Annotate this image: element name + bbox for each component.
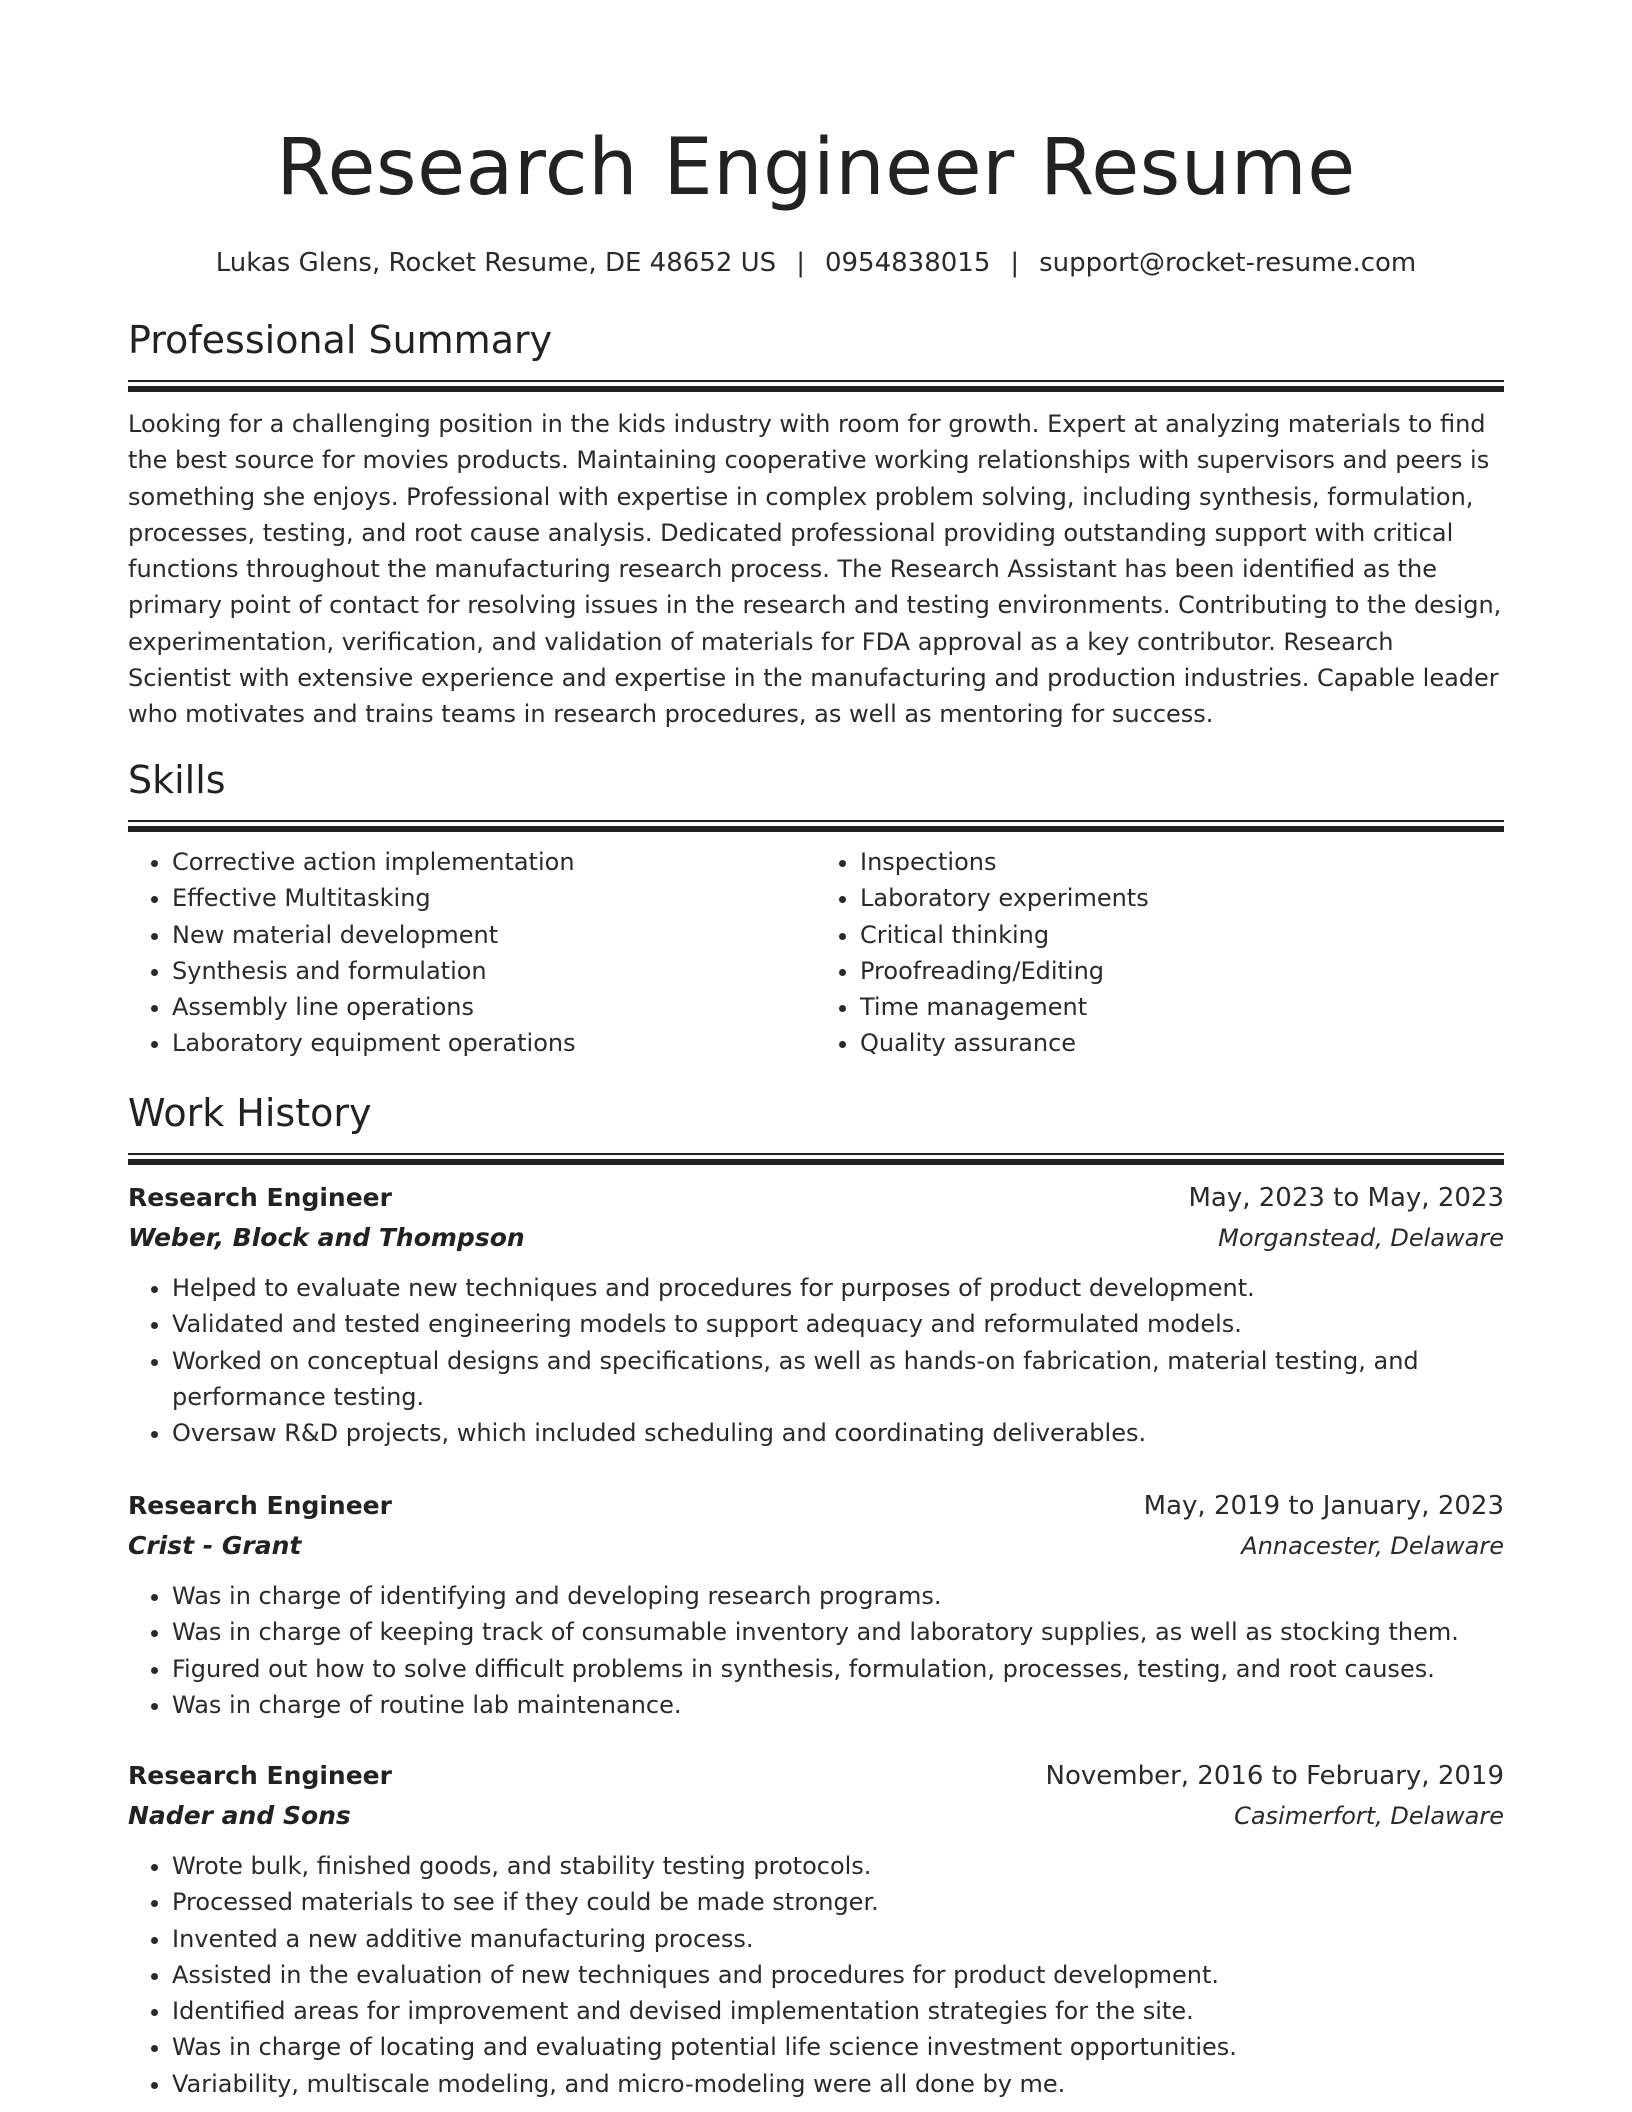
resume-title: Research Engineer Resume bbox=[276, 123, 1356, 213]
job-header bbox=[128, 1486, 1504, 1526]
skill-item: • Inspections bbox=[860, 844, 1504, 880]
skill-item: • Critical thinking bbox=[860, 917, 1504, 953]
skill-item: • Quality assurance bbox=[860, 1025, 1504, 1061]
section-divider bbox=[128, 820, 1504, 822]
resume-page bbox=[128, 0, 1504, 2098]
summary-text: Looking for a challenging position in the kids industry with room for growth. Expert at analyzing materials to find the best source for movies products. Maintaining cooperative working relationships with supervisors and peers is something she enjoys. Professional with expertise in complex problem solving, including synthesis, formulation, processes, testing, and root cause analysis. Dedicated professional providing outstanding support with critical functions throughout the manufacturing research process. The Research Assistant has been identified as the primary point of contact for resolving issues in the research and testing environments. Contributing to the design, experimentation, verification, and validation of materials for FDA approval as a key contributor. Research Scientist with extensive experience and expertise in the manufacturing and production industries. Capable leader who motivates and trains teams in research procedures, as well as mentoring for success. bbox=[128, 410, 1502, 729]
summary-section bbox=[128, 316, 1504, 733]
job-bullet: • Identified areas for improvement and devised implementation strategies for the site. bbox=[172, 1993, 1504, 2029]
skill-item: • Effective Multitasking bbox=[172, 880, 816, 916]
skills-columns bbox=[128, 844, 1504, 1062]
skill-item: • Corrective action implementation bbox=[172, 844, 816, 880]
job-bullet: • Was in charge of identifying and developing research programs. bbox=[172, 1578, 1504, 1614]
job-bullet: • Wrote bulk, finished goods, and stability testing protocols. bbox=[172, 1848, 1504, 1884]
job-bullet: • Invented a new additive manufacturing process. bbox=[172, 1921, 1504, 1957]
job-header bbox=[128, 1178, 1504, 1218]
job-entry bbox=[128, 1178, 1504, 1451]
contact-email: support@rocket-resume.com bbox=[1039, 248, 1417, 278]
contact-separator: | bbox=[1010, 248, 1020, 278]
job-dates: November, 2016 to February, 2019 bbox=[1045, 1761, 1504, 1791]
job-bullets bbox=[128, 1270, 1504, 1451]
job-bullet: • Variability, multiscale modeling, and micro-modeling were all done by me. bbox=[172, 2066, 1504, 2102]
job-subheader bbox=[128, 1218, 1504, 1258]
contact-line bbox=[128, 246, 1504, 280]
contact-phone: 0954838015 bbox=[824, 248, 991, 278]
skill-item: • Laboratory experiments bbox=[860, 880, 1504, 916]
job-bullet: • Figured out how to solve difficult problems in synthesis, formulation, processes, testing, and root causes. bbox=[172, 1651, 1504, 1687]
job-location: Morganstead, Delaware bbox=[1218, 1224, 1504, 1252]
job-dates: May, 2023 to May, 2023 bbox=[1188, 1183, 1504, 1213]
job-bullet: • Was in charge of keeping track of consumable inventory and laboratory supplies, as well as stocking them. bbox=[172, 1614, 1504, 1650]
skill-item: • New material development bbox=[172, 917, 816, 953]
skills-heading: Skills bbox=[128, 758, 226, 802]
job-bullet: • Was in charge of locating and evaluating potential life science investment opportunities. bbox=[172, 2029, 1504, 2065]
job-bullet: • Worked on conceptual designs and specifications, as well as hands-on fabrication, material testing, and performance testing. bbox=[172, 1343, 1504, 1416]
skill-item: • Proofreading/Editing bbox=[860, 953, 1504, 989]
job-location: Annacester, Delaware bbox=[1241, 1532, 1504, 1560]
job-bullet: • Was in charge of routine lab maintenance. bbox=[172, 1687, 1504, 1723]
work-section bbox=[128, 1089, 1504, 1165]
job-subheader bbox=[128, 1526, 1504, 1566]
skill-item: • Assembly line operations bbox=[172, 989, 816, 1025]
job-entry bbox=[128, 1756, 1504, 2102]
job-header bbox=[128, 1756, 1504, 1796]
job-title: Research Engineer bbox=[128, 1491, 392, 1520]
summary-heading: Professional Summary bbox=[128, 318, 553, 362]
job-bullets bbox=[128, 1848, 1504, 2102]
section-divider bbox=[128, 826, 1504, 832]
job-dates: May, 2019 to January, 2023 bbox=[1143, 1491, 1504, 1521]
job-bullet: • Assisted in the evaluation of new techniques and procedures for product development. bbox=[172, 1957, 1504, 1993]
job-bullet: • Validated and tested engineering models to support adequacy and reformulated models. bbox=[172, 1306, 1504, 1342]
job-bullet: • Oversaw R&D projects, which included scheduling and coordinating deliverables. bbox=[172, 1415, 1504, 1451]
skills-section bbox=[128, 756, 1504, 1062]
skills-list-left bbox=[128, 844, 816, 1062]
section-divider bbox=[128, 386, 1504, 392]
section-divider bbox=[128, 1159, 1504, 1165]
section-divider bbox=[128, 380, 1504, 382]
skills-list-right bbox=[816, 844, 1504, 1062]
job-subheader bbox=[128, 1796, 1504, 1836]
contact-address: Lukas Glens, Rocket Resume, DE 48652 US bbox=[215, 248, 777, 278]
skill-item: • Time management bbox=[860, 989, 1504, 1025]
job-company: Crist - Grant bbox=[128, 1531, 302, 1560]
job-bullet: • Helped to evaluate new techniques and procedures for purposes of product development. bbox=[172, 1270, 1504, 1306]
job-company: Weber, Block and Thompson bbox=[128, 1223, 525, 1252]
skill-item: • Synthesis and formulation bbox=[172, 953, 816, 989]
job-location: Casimerfort, Delaware bbox=[1234, 1802, 1504, 1830]
work-heading: Work History bbox=[128, 1091, 372, 1135]
job-company: Nader and Sons bbox=[128, 1801, 351, 1830]
job-bullet: • Processed materials to see if they could be made stronger. bbox=[172, 1884, 1504, 1920]
skill-item: • Laboratory equipment operations bbox=[172, 1025, 816, 1061]
section-divider bbox=[128, 1153, 1504, 1155]
job-title: Research Engineer bbox=[128, 1183, 392, 1212]
job-bullets bbox=[128, 1578, 1504, 1723]
job-entry bbox=[128, 1486, 1504, 1723]
job-title: Research Engineer bbox=[128, 1761, 392, 1790]
contact-separator: | bbox=[796, 248, 805, 278]
